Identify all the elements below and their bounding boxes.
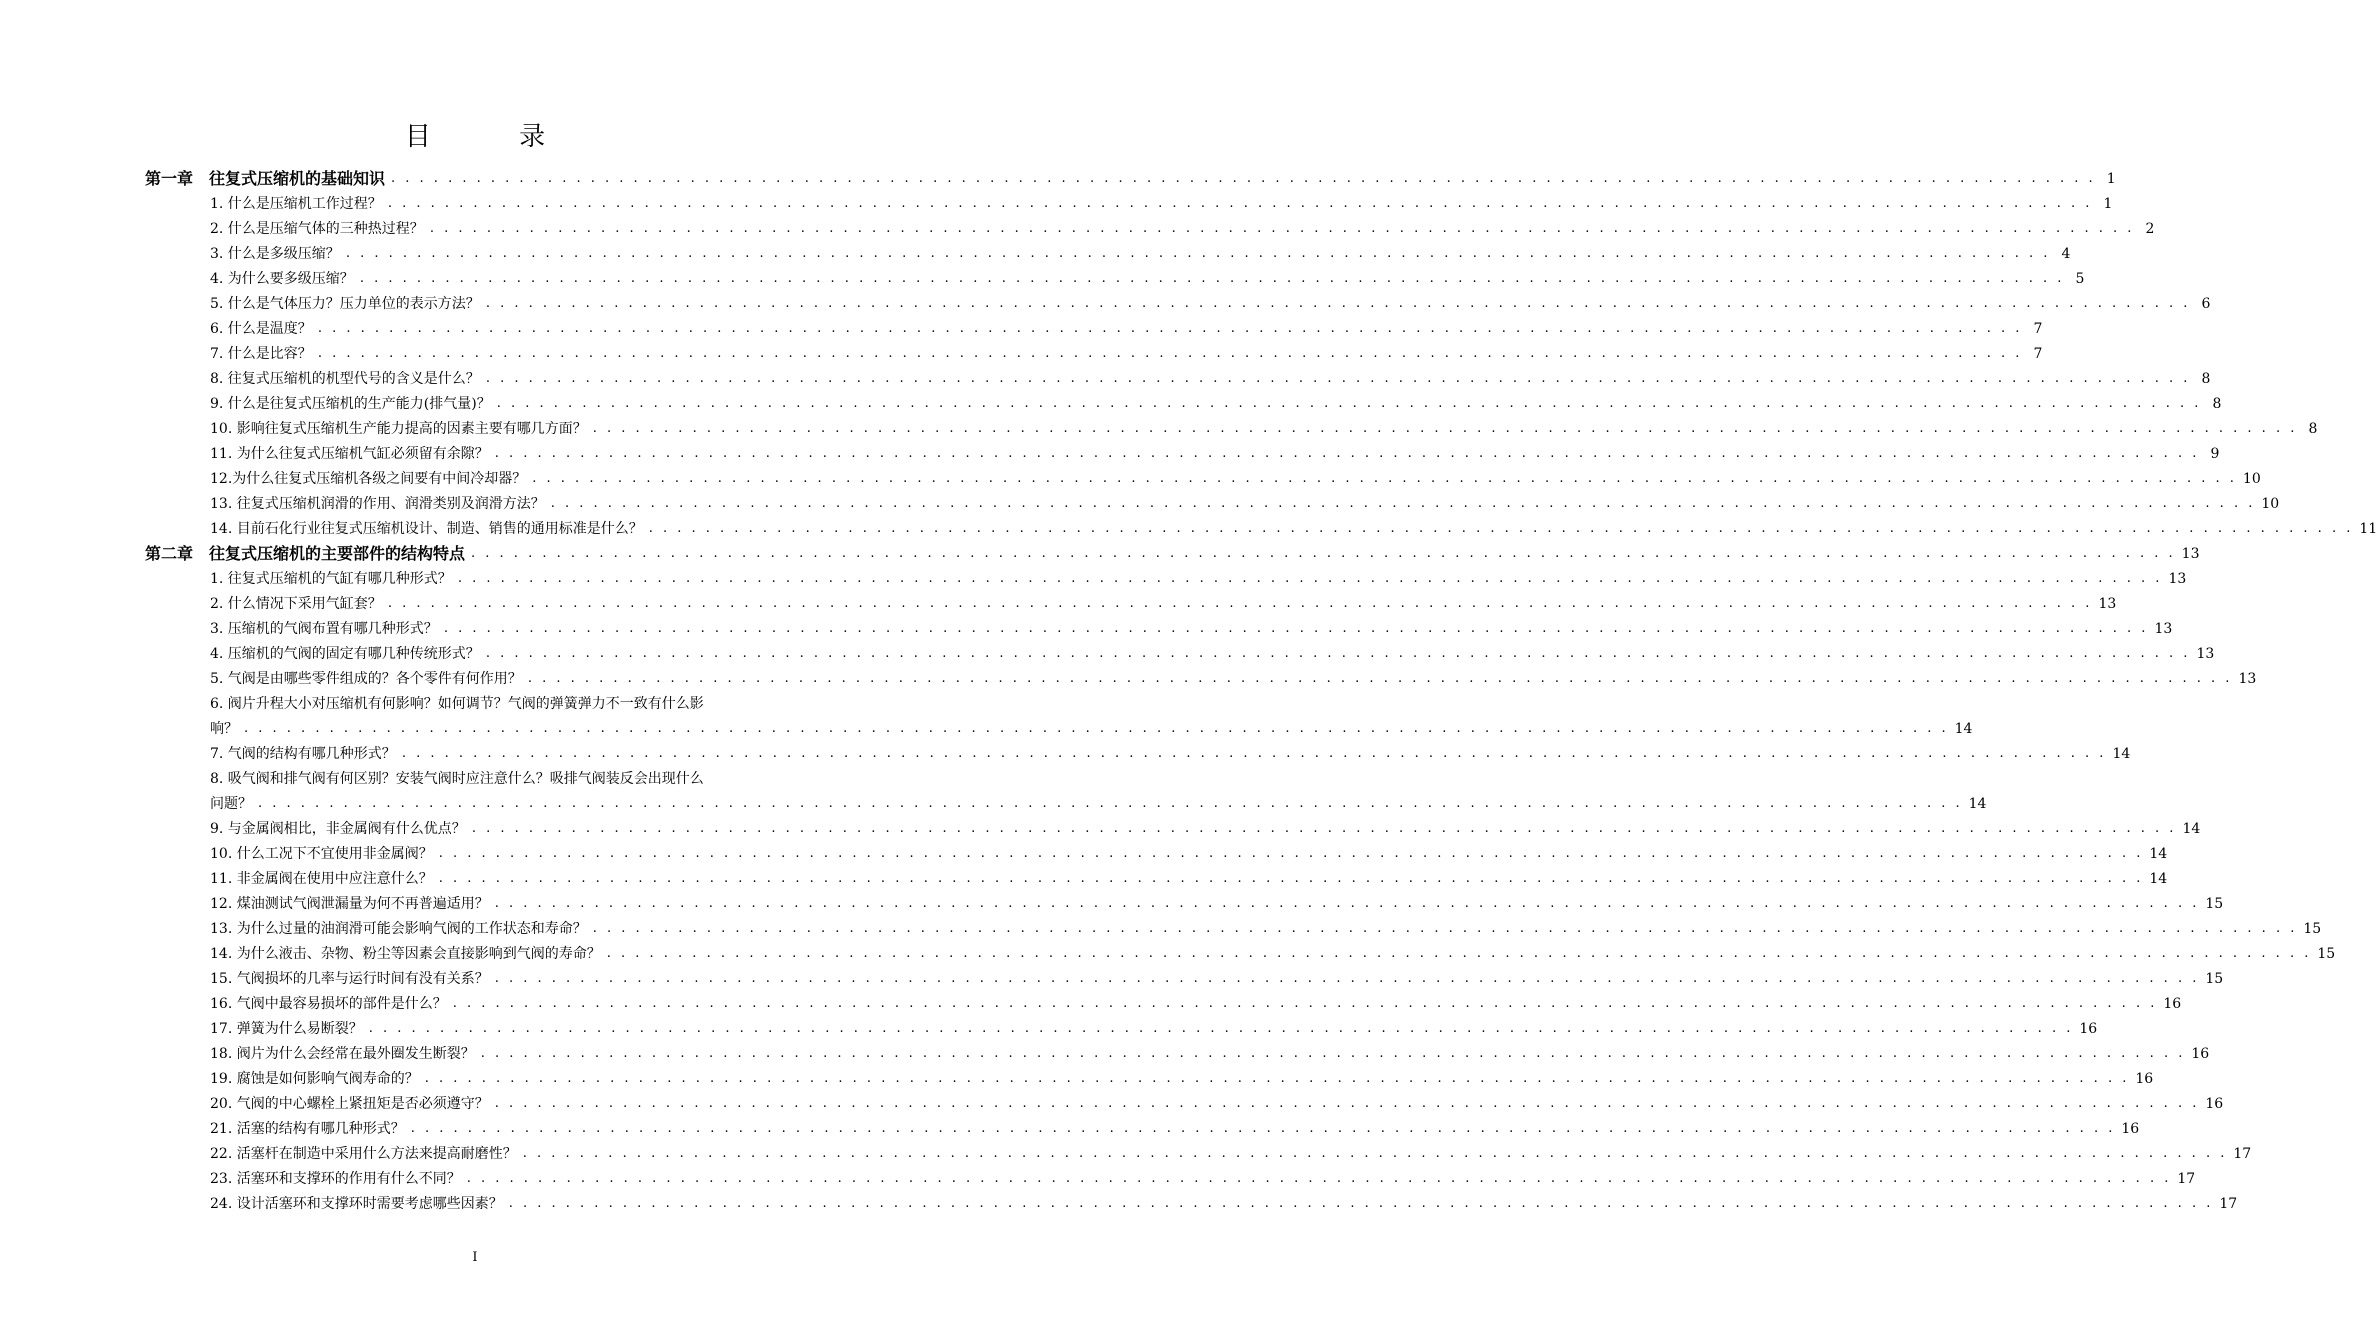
toc-page-number: 16 [2205, 1096, 2224, 1112]
toc-entry-text-cont: 响？ [210, 721, 238, 737]
leader-dots: . . . . . . . . . . . . . . . . . . . . . . . . . . . . . . . . . . . . . . . . . . . . . . . . . . . . . . . . . . . . . . . . . . . . . . . . . . . . . . . . . . . . . . . . . . . . . . . . . . . . . . . . . . . . . . . . . . . . . . . . [485, 646, 2191, 661]
toc-entry-text: 7. 什么是比容？ [210, 346, 312, 362]
toc-entry-text: 5. 气阀是由哪些零件组成的？各个零件有何作用？ [210, 671, 522, 687]
toc-entry[interactable] [210, 238, 2071, 263]
toc-page-number: 17 [2219, 1196, 2238, 1212]
page-number: I [472, 1250, 478, 1265]
toc-entry-text: 18. 阀片为什么会经常在最外圈发生断裂？ [210, 1046, 475, 1062]
toc-entry[interactable] [210, 363, 2211, 388]
toc-page-number: 1 [2103, 196, 2113, 212]
toc-entry-text: 3. 什么是多级压缩？ [210, 246, 340, 262]
leader-dots: . . . . . . . . . . . . . . . . . . . . . . . . . . . . . . . . . . . . . . . . . . . . . . . . . . . . . . . . . . . . . . . . . . . . . . . . . . . . . . . . . . . . . . . . . . . . . . . . . . . . . . . . . . . . . . . . . . . . . . . . [494, 446, 2200, 461]
toc-page-number: 14 [2112, 746, 2131, 762]
toc-page-number: 14 [2149, 846, 2168, 862]
toc-page-number: 14 [2149, 871, 2168, 887]
leader-dots: . . . . . . . . . . . . . . . . . . . . . . . . . . . . . . . . . . . . . . . . . . . . . . . . . . . . . . . . . . . . . . . . . . . . . . . . . . . . . . . . . . . . . . . . . . . . . . . . . . . . . . . . . . . . . . . . . . . . . . . . [494, 896, 2200, 911]
toc-page-number: 13 [2196, 646, 2215, 662]
toc-page-number: 8 [2201, 371, 2211, 387]
toc-page-number: 13 [2098, 596, 2117, 612]
toc-entry-text: 8. 往复式压缩机的机型代号的含义是什么？ [210, 371, 480, 387]
toc-entry[interactable] [210, 1138, 2252, 1163]
toc-entry-text: 21. 活塞的结构有哪几种形式？ [210, 1121, 405, 1137]
toc-entry[interactable] [210, 188, 2113, 213]
toc-entry[interactable] [210, 763, 1987, 813]
leader-dots: . . . . . . . . . . . . . . . . . . . . . . . . . . . . . . . . . . . . . . . . . . . . . . . . . . . . . . . . . . . . . . . . . . . . . . . . . . . . . . . . . . . . . . . . . . . . . . . . . . . . . . . . . . . . . . . . . . . . . . . . [438, 871, 2144, 886]
toc-page-number: 16 [2135, 1071, 2154, 1087]
toc-page-number: 16 [2163, 996, 2182, 1012]
leader-dots: . . . . . . . . . . . . . . . . . . . . . . . . . . . . . . . . . . . . . . . . . . . . . . . . . . . . . . . . . . . . . . . . . . . . . . . . . . . . . . . . . . . . . . . . . . . . . . . . . . . . . . . . . . . . . . . . . . . . . . . . [429, 221, 2135, 236]
toc-entry[interactable] [210, 1013, 2098, 1038]
toc-page-number: 13 [2154, 621, 2173, 637]
table-of-contents [0, 163, 2377, 1213]
leader-dots: . . . . . . . . . . . . . . . . . . . . . . . . . . . . . . . . . . . . . . . . . . . . . . . . . . . . . . . . . . . . . . . . . . . . . . . . . . . . . . . . . . . . . . . . . . . . . . . . . . . . . . . . . . . . . . . . . . . . . . . . [359, 271, 2065, 286]
leader-dots: . . . . . . . . . . . . . . . . . . . . . . . . . . . . . . . . . . . . . . . . . . . . . . . . . . . . . . . . . . . . . . . . . . . . . . . . . . . . . . . . . . . . . . . . . . . . . . . . . . . . . . . . . . . . . . . . . . . . . . . . [550, 496, 2256, 511]
leader-dots: . . . . . . . . . . . . . . . . . . . . . . . . . . . . . . . . . . . . . . . . . . . . . . . . . . . . . . . . . . . . . . . . . . . . . . . . . . . . . . . . . . . . . . . . . . . . . . . . . . . . . . . . . . . . . . . . . . . . . . . . [485, 371, 2191, 386]
toc-page-number: 14 [2182, 821, 2201, 837]
toc-entry[interactable] [210, 1163, 2196, 1188]
toc-entry[interactable] [210, 863, 2168, 888]
toc-page-number: 13 [2181, 546, 2200, 562]
toc-page-number: 14 [1954, 721, 1973, 737]
toc-entry-text: 12. 煤油测试气阀泄漏量为何不再普遍适用？ [210, 896, 489, 912]
leader-dots: . . . . . . . . . . . . . . . . . . . . . . . . . . . . . . . . . . . . . . . . . . . . . . . . . . . . . . . . . . . . . . . . . . . . . . . . . . . . . . . . . . . . . . . . . . . . . . . . . . . . . . . . . . . . . . . . . . . . . . . . [401, 746, 2107, 761]
leader-dots: . . . . . . . . . . . . . . . . . . . . . . . . . . . . . . . . . . . . . . . . . . . . . . . . . . . . . . . . . . . . . . . . . . . . . . . . . . . . . . . . . . . . . . . . . . . . . . . . . . . . . . . . . . . . . . . . . . . . . . . . [391, 171, 2096, 186]
toc-page-number: 15 [2205, 896, 2224, 912]
toc-entry-text: 23. 活塞环和支撑环的作用有什么不同？ [210, 1171, 461, 1187]
toc-entry[interactable] [210, 988, 2182, 1013]
toc-page-number: 10 [2261, 496, 2280, 512]
toc-entry-text: 20. 气阀的中心螺栓上紧扭矩是否必须遵守？ [210, 1096, 489, 1112]
toc-page-number: 7 [2033, 346, 2043, 362]
toc-entry[interactable] [210, 688, 1973, 738]
toc-page-number: 5 [2075, 271, 2085, 287]
toc-page-number: 4 [2061, 246, 2071, 262]
toc-entry[interactable] [210, 613, 2173, 638]
toc-page-number: 17 [2233, 1146, 2252, 1162]
leader-dots: . . . . . . . . . . . . . . . . . . . . . . . . . . . . . . . . . . . . . . . . . . . . . . . . . . . . . . . . . . . . . . . . . . . . . . . . . . . . . . . . . . . . . . . . . . . . . . . . . . . . . . . . . . . . . . . . . . . . . . . . [317, 346, 2023, 361]
toc-chapter-title: 第一章 往复式压缩机的基础知识 [145, 169, 386, 188]
toc-entry-text: 6. 什么是温度？ [210, 321, 312, 337]
leader-dots: . . . . . . . . . . . . . . . . . . . . . . . . . . . . . . . . . . . . . . . . . . . . . . . . . . . . . . . . . . . . . . . . . . . . . . . . . . . . . . . . . . . . . . . . . . . . . . . . . . . . . . . . . . . . . . . . . . . . . . . . [443, 621, 2149, 636]
leader-dots: . . . . . . . . . . . . . . . . . . . . . . . . . . . . . . . . . . . . . . . . . . . . . . . . . . . . . . . . . . . . . . . . . . . . . . . . . . . . . . . . . . . . . . . . . . . . . . . . . . . . . . . . . . . . . . . . . . . . . . . . [480, 1046, 2186, 1061]
leader-dots: . . . . . . . . . . . . . . . . . . . . . . . . . . . . . . . . . . . . . . . . . . . . . . . . . . . . . . . . . . . . . . . . . . . . . . . . . . . . . . . . . . . . . . . . . . . . . . . . . . . . . . . . . . . . . . . . . . . . . . . . [258, 796, 1963, 811]
toc-page-number: 6 [2201, 296, 2211, 312]
toc-entry[interactable] [210, 263, 2085, 288]
toc-entry-text: 16. 气阀中最容易损坏的部件是什么？ [210, 996, 447, 1012]
leader-dots: . . . . . . . . . . . . . . . . . . . . . . . . . . . . . . . . . . . . . . . . . . . . . . . . . . . . . . . . . . . . . . . . . . . . . . . . . . . . . . . . . . . . . . . . . . . . . . . . . . . . . . . . . . . . . . . . . . . . . . . . [496, 396, 2202, 411]
leader-dots: . . . . . . . . . . . . . . . . . . . . . . . . . . . . . . . . . . . . . . . . . . . . . . . . . . . . . . . . . . . . . . . . . . . . . . . . . . . . . . . . . . . . . . . . . . . . . . . . . . . . . . . . . . . . . . . . . . . . . . . . [457, 571, 2163, 586]
toc-entry[interactable] [210, 513, 2377, 538]
toc-page-number: 9 [2210, 446, 2220, 462]
leader-dots: . . . . . . . . . . . . . . . . . . . . . . . . . . . . . . . . . . . . . . . . . . . . . . . . . . . . . . . . . . . . . . . . . . . . . . . . . . . . . . . . . . . . . . . . . . . . . . . . . . . . . . . . . . . . . . . . . . . . . . . . [345, 246, 2051, 261]
toc-entry-text: 15. 气阀损坏的几率与运行时间有没有关系？ [210, 971, 489, 987]
toc-entry[interactable] [210, 1063, 2154, 1088]
leader-dots: . . . . . . . . . . . . . . . . . . . . . . . . . . . . . . . . . . . . . . . . . . . . . . . . . . . . . . . . . . . . . . . . . . . . . . . . . . . . . . . . . . . . . . . . . . . . . . . . . . . . . . . . . . . . . . . . . . . . . . . . [648, 521, 2354, 536]
toc-entry-text: 8. 吸气阀和排气阀有何区别？安装气阀时应注意什么？吸排气阀装反会出现什么 [210, 771, 704, 787]
toc-page-number: 10 [2242, 471, 2261, 487]
toc-entry-text: 14. 目前石化行业往复式压缩机设计、制造、销售的通用标准是什么？ [210, 521, 643, 537]
leader-dots: . . . . . . . . . . . . . . . . . . . . . . . . . . . . . . . . . . . . . . . . . . . . . . . . . . . . . . . . . . . . . . . . . . . . . . . . . . . . . . . . . . . . . . . . . . . . . . . . . . . . . . . . . . . . . . . . . . . . . . . . [452, 996, 2158, 1011]
toc-entry-text: 4. 为什么要多级压缩？ [210, 271, 354, 287]
toc-entry[interactable] [210, 463, 2261, 488]
leader-dots: . . . . . . . . . . . . . . . . . . . . . . . . . . . . . . . . . . . . . . . . . . . . . . . . . . . . . . . . . . . . . . . . . . . . . . . . . . . . . . . . . . . . . . . . . . . . . . . . . . . . . . . . . . . . . . . . . . . . . . . . [410, 1121, 2116, 1136]
toc-entry[interactable] [210, 588, 2117, 613]
toc-entry-text: 2. 什么是压缩气体的三种热过程？ [210, 221, 424, 237]
toc-page-number: 16 [2121, 1121, 2140, 1137]
toc-entry[interactable] [210, 1113, 2140, 1138]
toc-page-number: 11 [2359, 521, 2377, 537]
leader-dots: . . . . . . . . . . . . . . . . . . . . . . . . . . . . . . . . . . . . . . . . . . . . . . . . . . . . . . . . . . . . . . . . . . . . . . . . . . . . . . . . . . . . . . . . . . . . . . . . . . . . . . . . . . . . . . . . . . . . . . . . [606, 946, 2312, 961]
toc-entry-text: 13. 为什么过量的油润滑可能会影响气阀的工作状态和寿命？ [210, 921, 587, 937]
toc-entry-text: 19. 腐蚀是如何影响气阀寿命的？ [210, 1071, 419, 1087]
leader-dots: . . . . . . . . . . . . . . . . . . . . . . . . . . . . . . . . . . . . . . . . . . . . . . . . . . . . . . . . . . . . . . . . . . . . . . . . . . . . . . . . . . . . . . . . . . . . . . . . . . . . . . . . . . . . . . . . . . . . . . . . [522, 1146, 2228, 1161]
toc-entry[interactable] [210, 963, 2224, 988]
leader-dots: . . . . . . . . . . . . . . . . . . . . . . . . . . . . . . . . . . . . . . . . . . . . . . . . . . . . . . . . . . . . . . . . . . . . . . . . . . . . . . . . . . . . . . . . . . . . . . . . . . . . . . . . . . . . . . . . . . . . . . . . [494, 971, 2200, 986]
toc-entry-text: 1. 什么是压缩机工作过程？ [210, 196, 382, 212]
toc-entry-text: 11. 非金属阀在使用中应注意什么？ [210, 871, 433, 887]
toc-entry[interactable] [210, 1088, 2224, 1113]
toc-page-number: 15 [2317, 946, 2336, 962]
leader-dots: . . . . . . . . . . . . . . . . . . . . . . . . . . . . . . . . . . . . . . . . . . . . . . . . . . . . . . . . . . . . . . . . . . . . . . . . . . . . . . . . . . . . . . . . . . . . . . . . . . . . . . . . . . . . . . . . . . . . . . . . [368, 1021, 2074, 1036]
toc-entry-text: 11. 为什么往复式压缩机气缸必须留有余隙？ [210, 446, 489, 462]
toc-entry-text: 10. 影响往复式压缩机生产能力提高的因素主要有哪几方面？ [210, 421, 587, 437]
toc-entry-text: 2. 什么情况下采用气缸套？ [210, 596, 382, 612]
toc-page-number: 17 [2177, 1171, 2196, 1187]
leader-dots: . . . . . . . . . . . . . . . . . . . . . . . . . . . . . . . . . . . . . . . . . . . . . . . . . . . . . . . . . . . . . . . . . . . . . . . . . . . . . . . . . . . . . . . . . . . . . . . . . . . . . . . . . . . . . . . . . . . . . . . . [532, 471, 2237, 486]
toc-entry[interactable] [210, 663, 2257, 688]
toc-page-number: 16 [2191, 1046, 2210, 1062]
toc-entry[interactable] [210, 938, 2336, 963]
toc-entry[interactable] [210, 388, 2222, 413]
toc-page-number: 7 [2033, 321, 2043, 337]
toc-entry[interactable] [210, 413, 2318, 438]
leader-dots: . . . . . . . . . . . . . . . . . . . . . . . . . . . . . . . . . . . . . . . . . . . . . . . . . . . . . . . . . . . . . . . . . . . . . . . . . . . . . . . . . . . . . . . . . . . . . . . . . . . . . . . . . . . . . . . . . . . . . . . . [317, 321, 2023, 336]
toc-entry[interactable] [210, 288, 2211, 313]
leader-dots: . . . . . . . . . . . . . . . . . . . . . . . . . . . . . . . . . . . . . . . . . . . . . . . . . . . . . . . . . . . . . . . . . . . . . . . . . . . . . . . . . . . . . . . . . . . . . . . . . . . . . . . . . . . . . . . . . . . . . . . . [527, 671, 2233, 686]
toc-page-number: 13 [2238, 671, 2257, 687]
leader-dots: . . . . . . . . . . . . . . . . . . . . . . . . . . . . . . . . . . . . . . . . . . . . . . . . . . . . . . . . . . . . . . . . . . . . . . . . . . . . . . . . . . . . . . . . . . . . . . . . . . . . . . . . . . . . . . . . . . . . . . . . [592, 421, 2298, 436]
toc-entry-text: 13. 往复式压缩机润滑的作用、润滑类别及润滑方法？ [210, 496, 545, 512]
toc-entry-text: 24. 设计活塞环和支撑环时需要考虑哪些因素？ [210, 1196, 503, 1212]
toc-entry[interactable] [210, 888, 2224, 913]
toc-page-number: 15 [2303, 921, 2322, 937]
leader-dots: . . . . . . . . . . . . . . . . . . . . . . . . . . . . . . . . . . . . . . . . . . . . . . . . . . . . . . . . . . . . . . . . . . . . . . . . . . . . . . . . . . . . . . . . . . . . . . . . . . . . . . . . . . . . . . . . . . . . . . . . [494, 1096, 2200, 1111]
toc-entry-text: 1. 往复式压缩机的气缸有哪几种形式？ [210, 571, 452, 587]
toc-entry[interactable] [210, 738, 2131, 763]
leader-dots: . . . . . . . . . . . . . . . . . . . . . . . . . . . . . . . . . . . . . . . . . . . . . . . . . . . . . . . . . . . . . . . . . . . . . . . . . . . . . . . . . . . . . . . . . . . . . . . . . . . . . . . . . . . . . . . . . . . . . . . . [244, 721, 1949, 736]
leader-dots: . . . . . . . . . . . . . . . . . . . . . . . . . . . . . . . . . . . . . . . . . . . . . . . . . . . . . . . . . . . . . . . . . . . . . . . . . . . . . . . . . . . . . . . . . . . . . . . . . . . . . . . . . . . . . . . . . . . . . . . . [508, 1196, 2214, 1211]
toc-entry-text: 12.为什么往复式压缩机各级之间要有中间冷却器？ [210, 471, 527, 487]
toc-page-number: 16 [2079, 1021, 2098, 1037]
leader-dots: . . . . . . . . . . . . . . . . . . . . . . . . . . . . . . . . . . . . . . . . . . . . . . . . . . . . . . . . . . . . . . . . . . . . . . . . . . . . . . . . . . . . . . . . . . . . . . . . . . . . . . . . . . . . . . . . . . . . . . . . [424, 1071, 2130, 1086]
leader-dots: . . . . . . . . . . . . . . . . . . . . . . . . . . . . . . . . . . . . . . . . . . . . . . . . . . . . . . . . . . . . . . . . . . . . . . . . . . . . . . . . . . . . . . . . . . . . . . . . . . . . . . . . . . . . . . . . . . . . . . . . [387, 596, 2093, 611]
toc-entry[interactable] [210, 913, 2322, 938]
toc-page-number: 13 [2168, 571, 2187, 587]
toc-entry-text: 14. 为什么液击、杂物、粉尘等因素会直接影响到气阀的寿命？ [210, 946, 601, 962]
toc-chapter-title: 第二章 往复式压缩机的主要部件的结构特点 [145, 544, 466, 563]
toc-entry-text: 22. 活塞杆在制造中采用什么方法来提高耐磨性？ [210, 1146, 517, 1162]
toc-entry[interactable] [210, 213, 2155, 238]
leader-dots: . . . . . . . . . . . . . . . . . . . . . . . . . . . . . . . . . . . . . . . . . . . . . . . . . . . . . . . . . . . . . . . . . . . . . . . . . . . . . . . . . . . . . . . . . . . . . . . . . . . . . . . . . . . . . . . . . . . . . . . . [387, 196, 2093, 211]
leader-dots: . . . . . . . . . . . . . . . . . . . . . . . . . . . . . . . . . . . . . . . . . . . . . . . . . . . . . . . . . . . . . . . . . . . . . . . . . . . . . . . . . . . . . . . . . . . . . . . . . . . . . . . . . . . . . . . . . . . . . . . . [592, 921, 2298, 936]
toc-entry-text: 3. 压缩机的气阀布置有哪几种形式？ [210, 621, 438, 637]
toc-entry[interactable] [210, 488, 2280, 513]
toc-entry-text: 6. 阀片升程大小对压缩机有何影响？如何调节？气阀的弹簧弹力不一致有什么影 [210, 696, 704, 712]
toc-page-number: 14 [1968, 796, 1987, 812]
toc-page-number: 1 [2106, 171, 2116, 187]
toc-entry-text: 9. 什么是往复式压缩机的生产能力(排气量)？ [210, 396, 491, 412]
leader-dots: . . . . . . . . . . . . . . . . . . . . . . . . . . . . . . . . . . . . . . . . . . . . . . . . . . . . . . . . . . . . . . . . . . . . . . . . . . . . . . . . . . . . . . . . . . . . . . . . . . . . . . . . . . . . . . . . . . . . . . . . [471, 821, 2177, 836]
toc-entry[interactable] [210, 638, 2215, 663]
toc-page-number: 8 [2212, 396, 2222, 412]
leader-dots: . . . . . . . . . . . . . . . . . . . . . . . . . . . . . . . . . . . . . . . . . . . . . . . . . . . . . . . . . . . . . . . . . . . . . . . . . . . . . . . . . . . . . . . . . . . . . . . . . . . . . . . . . . . . . . . . . . . . . . . . [471, 546, 2176, 561]
toc-entry[interactable] [210, 1038, 2210, 1063]
toc-entry[interactable] [210, 563, 2187, 588]
toc-entry[interactable] [210, 338, 2043, 363]
toc-page-number: 8 [2308, 421, 2318, 437]
page-title: 目 录 [404, 122, 586, 152]
toc-entry-text: 17. 弹簧为什么易断裂？ [210, 1021, 363, 1037]
toc-page-number: 15 [2205, 971, 2224, 987]
toc-entry[interactable] [210, 1188, 2238, 1213]
toc-entry[interactable] [210, 838, 2168, 863]
toc-entry-text: 10. 什么工况下不宜使用非金属阀？ [210, 846, 433, 862]
toc-entry[interactable] [210, 313, 2043, 338]
toc-entry-text: 5. 什么是气体压力？压力单位的表示方法？ [210, 296, 480, 312]
toc-entry[interactable] [210, 813, 2201, 838]
toc-page-number: 2 [2145, 221, 2155, 237]
toc-entry-text: 4. 压缩机的气阀的固定有哪几种传统形式？ [210, 646, 480, 662]
toc-chapter[interactable] [145, 538, 2200, 563]
toc-entry-text: 9. 与金属阀相比，非金属阀有什么优点？ [210, 821, 466, 837]
toc-entry-text: 7. 气阀的结构有哪几种形式？ [210, 746, 396, 762]
leader-dots: . . . . . . . . . . . . . . . . . . . . . . . . . . . . . . . . . . . . . . . . . . . . . . . . . . . . . . . . . . . . . . . . . . . . . . . . . . . . . . . . . . . . . . . . . . . . . . . . . . . . . . . . . . . . . . . . . . . . . . . . [485, 296, 2191, 311]
leader-dots: . . . . . . . . . . . . . . . . . . . . . . . . . . . . . . . . . . . . . . . . . . . . . . . . . . . . . . . . . . . . . . . . . . . . . . . . . . . . . . . . . . . . . . . . . . . . . . . . . . . . . . . . . . . . . . . . . . . . . . . . [438, 846, 2144, 861]
toc-entry-text-cont: 问题？ [210, 796, 252, 812]
leader-dots: . . . . . . . . . . . . . . . . . . . . . . . . . . . . . . . . . . . . . . . . . . . . . . . . . . . . . . . . . . . . . . . . . . . . . . . . . . . . . . . . . . . . . . . . . . . . . . . . . . . . . . . . . . . . . . . . . . . . . . . . [466, 1171, 2172, 1186]
toc-chapter[interactable] [145, 163, 2116, 188]
toc-entry[interactable] [210, 438, 2220, 463]
